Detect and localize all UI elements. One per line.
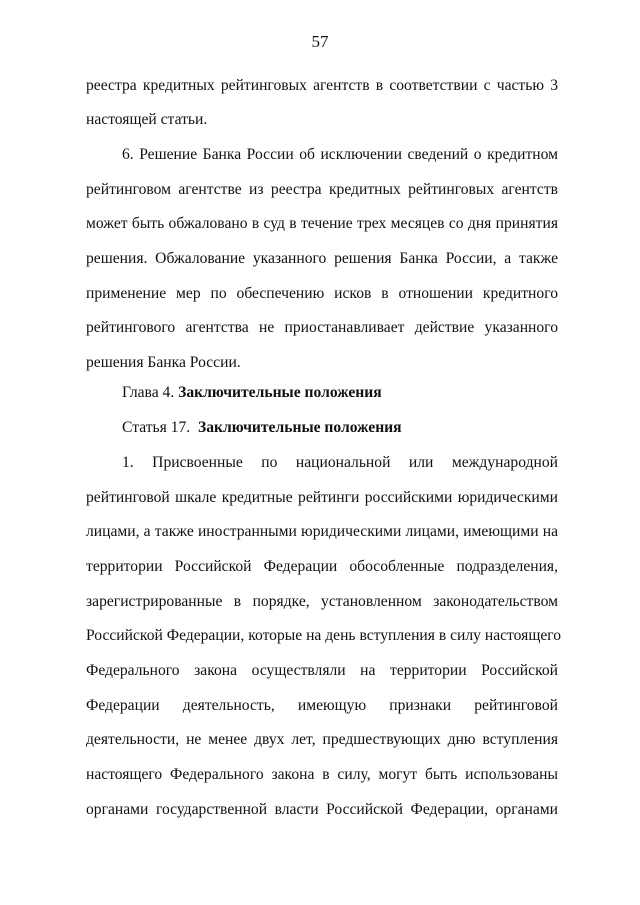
text-line: Российской Федерации, которые на день вступления в силу настоящего [86,627,562,644]
text-line: рейтинговом агентстве из реестра кредитных рейтинговых агентств [86,181,558,198]
text-line: рейтинговой шкале кредитные рейтинги российскими юридическими [86,489,558,506]
text-line: рейтингового агентства не приостанавливает действие указанного [86,319,558,336]
text-line: территории Российской Федерации обособленные подразделения, [86,558,558,575]
text-line: органами государственной власти Российской Федерации, органами [86,801,558,818]
chapter-prefix: Глава 4. [122,384,175,401]
text-line: зарегистрированные в порядке, установленном законодательством [86,593,558,610]
text-line: реестра кредитных рейтинговых агентств в соответствии с частью 3 [86,77,558,94]
text-line: применение мер по обеспечению исков в отношении кредитного [86,285,558,302]
text-line: решения. Обжалование указанного решения Банка России, а также [86,250,558,267]
text-line: решения Банка России. [86,354,241,371]
article-title: Заключительные положения [198,419,402,436]
text-line: лицами, а также иностранными юридическими лицами, имеющими на [86,523,558,540]
article-heading [122,418,594,438]
chapter-title: Заключительные положения [178,384,382,401]
text-line: настоящей статьи. [86,111,208,128]
text-line: Федерального закона осуществляли на территории Российской [86,662,558,679]
article-prefix: Статья 17. [122,419,191,436]
text-line: Федерации деятельность, имеющую признаки рейтинговой [86,697,558,714]
page-number: 57 [311,32,329,51]
text-line: может быть обжаловано в суд в течение трех месяцев со дня принятия [86,215,558,232]
text-line: 6. Решение Банка России об исключении сведений о кредитном [122,146,558,163]
text-line: деятельности, не менее двух лет, предшествующих дню вступления [86,731,558,748]
chapter-heading [122,383,594,403]
text-line: настоящего Федерального закона в силу, могут быть использованы [86,766,558,783]
text-line: 1. Присвоенные по национальной или международной [122,454,558,471]
